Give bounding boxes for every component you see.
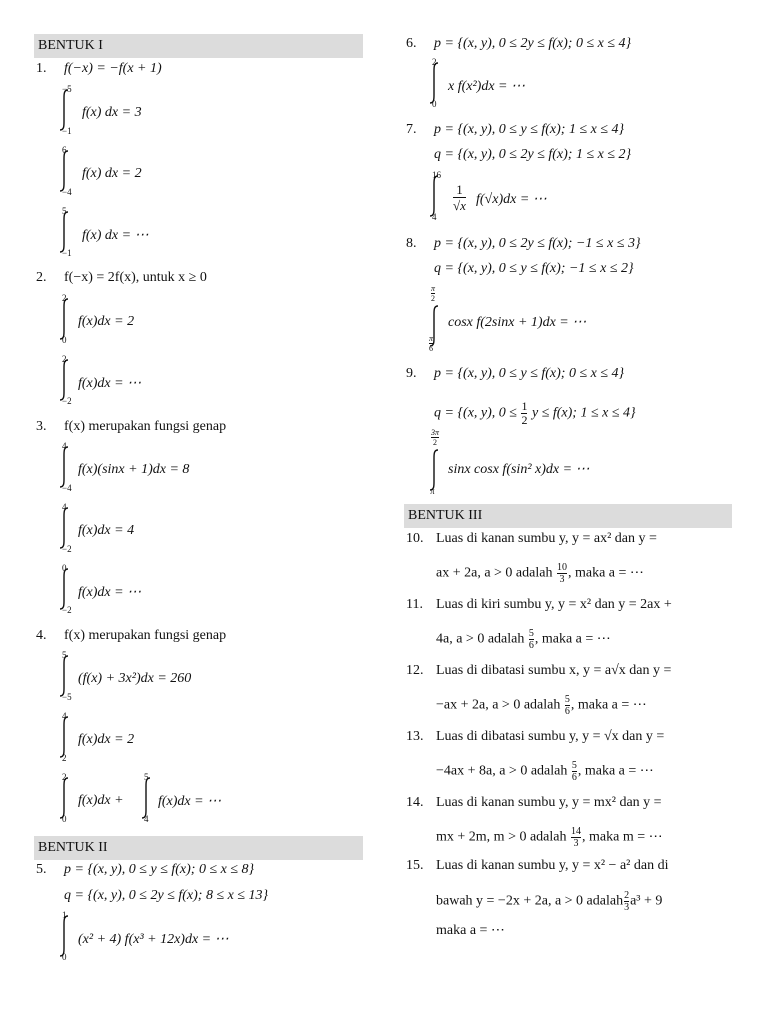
problem-number-7: 7. (406, 122, 417, 137)
integral-1c-expression: f(x) dx = ⋯ (82, 228, 149, 243)
problem-11-line-1: Luas di kiri sumbu y, y = x² dan y = 2ax + (436, 597, 672, 612)
problem-number-3: 3. (36, 419, 47, 434)
lower-limit: 0 (432, 99, 437, 109)
lower-limit: −1 (62, 126, 72, 136)
problem-2-given: f(−x) = 2f(x), untuk x ≥ 0 (64, 270, 207, 285)
problem-10-line-2: ax + 2a, a > 0 adalah $\frac{10}{3}$ , maka a = ⋯ (436, 562, 644, 585)
integral-2a (58, 295, 76, 345)
section-header-bentuk-3: BENTUK III (404, 504, 732, 528)
integral-3a (58, 443, 76, 493)
integral-1c (58, 208, 76, 258)
integral-5a (58, 912, 76, 962)
integral-8a-expression: cosx f(2sinx + 1)dx = ⋯ (448, 315, 587, 330)
lower-limit: $\frac{\pi}{6}$ (429, 334, 434, 353)
upper-limit: 0 (62, 563, 67, 573)
problem-11-line-2: 4a, a > 0 adalah $\frac{5}{6}$ , maka a = ⋯ (436, 628, 611, 651)
lower-limit: π (430, 486, 435, 496)
problem-5-set-p: p = {(x, y), 0 ≤ y ≤ f(x); 0 ≤ x ≤ 8} (64, 862, 255, 877)
upper-limit: 6 (62, 145, 67, 155)
upper-limit: $\frac{3\pi}{2}$ (431, 428, 440, 447)
problem-7-set-q: q = {(x, y), 0 ≤ 2y ≤ f(x); 1 ≤ x ≤ 2} (434, 147, 632, 162)
problem-15-line-2: bawah y = −2x + 2a, a > 0 adalah $\frac{2}{3}$ a³ + 9 (436, 890, 663, 913)
integral-6a-expression: x f(x²)dx = ⋯ (448, 79, 525, 94)
upper-limit: −5 (62, 84, 72, 94)
upper-limit: 16 (432, 170, 441, 180)
problem-1-given: f(−x) = −f(x + 1) (64, 61, 162, 76)
problem-12-line-2: −ax + 2a, a > 0 adalah $\frac{5}{6}$ , maka a = ⋯ (436, 694, 647, 717)
lower-limit: 0 (62, 814, 67, 824)
upper-limit: 2 (62, 354, 67, 364)
problem-number-2: 2. (36, 270, 47, 285)
problem-12-line-1: Luas di dibatasi sumbu x, y = a√x dan y = (436, 663, 672, 678)
lower-limit: −4 (62, 483, 72, 493)
problem-13-line-2: −4ax + 8a, a > 0 adalah $\frac{5}{6}$ , maka a = ⋯ (436, 760, 654, 783)
integral-4d-expression: f(x)dx = ⋯ (158, 794, 222, 809)
integral-2b-expression: f(x)dx = ⋯ (78, 376, 142, 391)
problem-5-set-q: q = {(x, y), 0 ≤ 2y ≤ f(x); 8 ≤ x ≤ 13} (64, 888, 269, 903)
integral-4a-expression: (f(x) + 3x²)dx = 260 (78, 671, 192, 686)
right-column (404, 0, 738, 1024)
lower-limit: −2 (62, 605, 72, 615)
integral-2b (58, 356, 76, 406)
integral-1b-expression: f(x) dx = 2 (82, 166, 142, 181)
integral-7a-expression: f(√x)dx = ⋯ (476, 192, 547, 207)
problem-number-12: 12. (406, 663, 424, 678)
integral-3c (58, 565, 76, 615)
problem-4-given: f(x) merupakan fungsi genap (64, 628, 227, 643)
upper-limit: 5 (62, 206, 67, 216)
problem-6-set-p: p = {(x, y), 0 ≤ 2y ≤ f(x); 0 ≤ x ≤ 4} (434, 36, 632, 51)
problem-number-8: 8. (406, 236, 417, 251)
integral-3c-expression: f(x)dx = ⋯ (78, 585, 142, 600)
integral-9a (428, 430, 446, 500)
integral-4a (58, 652, 76, 702)
fraction-numerator: 1 (456, 182, 463, 197)
integral-8a (428, 286, 446, 356)
upper-limit: 2 (62, 772, 67, 782)
lower-limit: −5 (62, 692, 72, 702)
lower-limit: −1 (62, 248, 72, 258)
upper-limit: 1 (62, 910, 67, 920)
upper-limit: 2 (62, 293, 67, 303)
upper-limit: $\frac{\pi}{2}$ (431, 284, 436, 303)
problem-number-14: 14. (406, 795, 424, 810)
problem-8-set-q: q = {(x, y), 0 ≤ y ≤ f(x); −1 ≤ x ≤ 2} (434, 261, 634, 276)
integral-4c-expression: f(x)dx + (78, 793, 124, 808)
integral-7a (428, 172, 446, 222)
integral-3b-expression: f(x)dx = 4 (78, 523, 135, 538)
integral-6a (428, 59, 446, 109)
lower-limit: 4 (144, 814, 149, 824)
lower-limit: −2 (62, 396, 72, 406)
upper-limit: 4 (62, 711, 67, 721)
integral-2a-expression: f(x)dx = 2 (78, 314, 135, 329)
integral-9a-expression: sinx cosx f(sin² x)dx = ⋯ (448, 462, 590, 477)
problem-13-line-1: Luas di dibatasi sumbu y, y = √x dan y = (436, 729, 665, 744)
problem-number-11: 11. (406, 597, 423, 612)
integral-1b (58, 147, 76, 197)
problem-10-line-1: Luas di kanan sumbu y, y = ax² dan y = (436, 531, 657, 546)
upper-limit: 4 (62, 502, 67, 512)
problem-number-5: 5. (36, 862, 47, 877)
fraction-denominator: √x (453, 198, 466, 213)
integral-3b (58, 504, 76, 554)
integral-4b-expression: f(x)dx = 2 (78, 732, 135, 747)
problem-15-line-1: Luas di kanan sumbu y, y = x² − a² dan di (436, 858, 669, 873)
problem-number-1: 1. (36, 61, 47, 76)
problem-8-set-p: p = {(x, y), 0 ≤ 2y ≤ f(x); −1 ≤ x ≤ 3} (434, 236, 641, 251)
problem-7-set-p: p = {(x, y), 0 ≤ y ≤ f(x); 1 ≤ x ≤ 4} (434, 122, 625, 137)
problem-number-13: 13. (406, 729, 424, 744)
problem-14-line-2: mx + 2m, m > 0 adalah $\frac{14}{3}$ , maka m = ⋯ (436, 826, 663, 849)
integral-4c (58, 774, 76, 824)
lower-limit: 0 (62, 335, 67, 345)
problem-9-set-q: q = {(x, y), 0 ≤ $\frac{1}{2}$ y ≤ f(x); 1 ≤ x ≤ 4} (434, 399, 636, 427)
section-header-bentuk-1: BENTUK I (34, 34, 363, 58)
problem-number-4: 4. (36, 628, 47, 643)
upper-limit: 5 (144, 772, 149, 782)
integral-1a (58, 86, 76, 136)
integral-3a-expression: f(x)(sinx + 1)dx = 8 (78, 462, 190, 477)
lower-limit: 0 (62, 952, 67, 962)
problem-number-6: 6. (406, 36, 417, 51)
lower-limit: −4 (62, 187, 72, 197)
integral-4b (58, 713, 76, 763)
problem-3-given: f(x) merupakan fungsi genap (64, 419, 227, 434)
upper-limit: 4 (62, 441, 67, 451)
problem-number-10: 10. (406, 531, 424, 546)
problem-14-line-1: Luas di kanan sumbu y, y = mx² dan y = (436, 795, 662, 810)
lower-limit: 2 (62, 753, 67, 763)
upper-limit: 5 (62, 650, 67, 660)
problem-15-line-3: maka a = ⋯ (436, 923, 505, 938)
lower-limit: −2 (62, 544, 72, 554)
left-column (34, 0, 364, 1024)
problem-number-9: 9. (406, 366, 417, 381)
integral-4d (140, 774, 158, 824)
integral-7a-fraction (452, 182, 467, 213)
integral-1a-expression: f(x) dx = 3 (82, 105, 142, 120)
integral-5a-expression: (x² + 4) f(x³ + 12x)dx = ⋯ (78, 932, 229, 947)
problem-9-set-p: p = {(x, y), 0 ≤ y ≤ f(x); 0 ≤ x ≤ 4} (434, 366, 625, 381)
lower-limit: 4 (432, 212, 437, 222)
upper-limit: 2 (432, 57, 437, 67)
section-header-bentuk-2: BENTUK II (34, 836, 363, 860)
problem-number-15: 15. (406, 858, 424, 873)
